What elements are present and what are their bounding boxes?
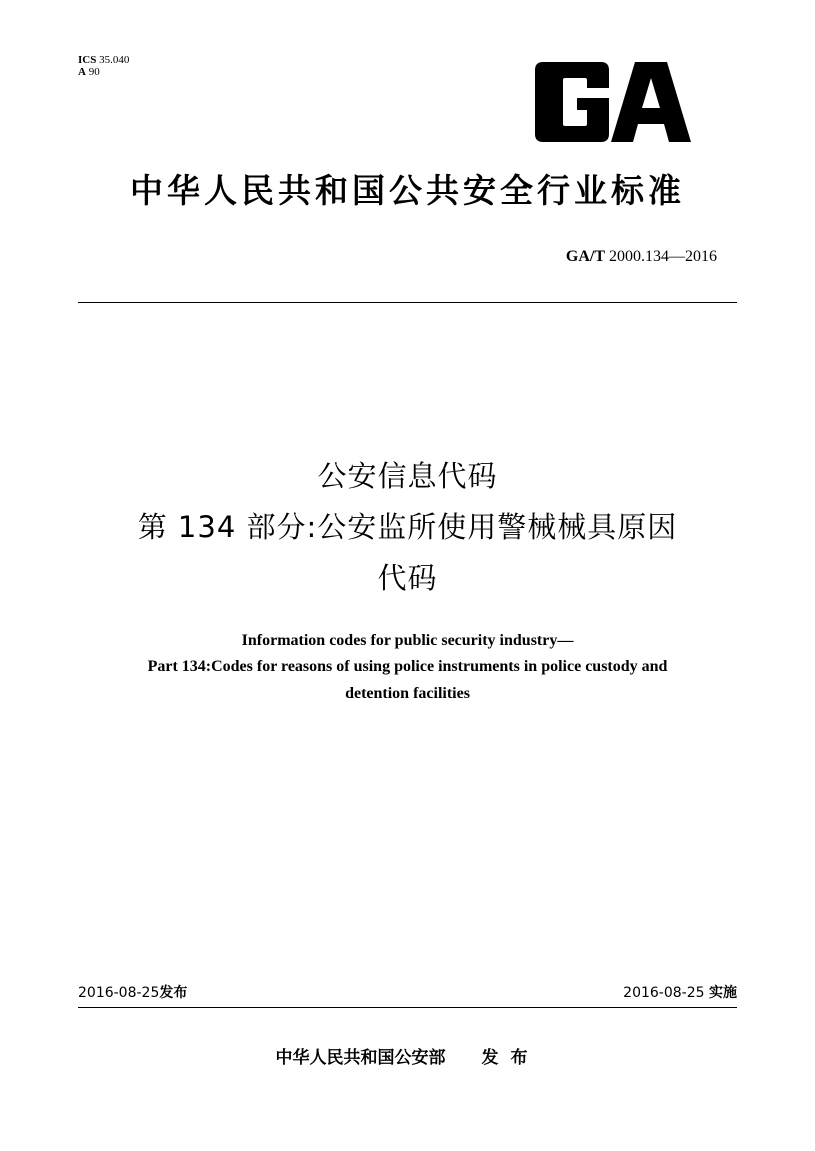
standard-category-title: 中华人民共和国公共安全行业标准 bbox=[130, 171, 685, 210]
title-en-line3: detention facilities bbox=[345, 685, 470, 702]
ccs-label: A bbox=[78, 66, 86, 78]
ccs-line bbox=[78, 66, 129, 78]
issuer-line bbox=[0, 1046, 815, 1070]
implement-date-value: 2016-08-25 bbox=[623, 985, 705, 1001]
issuer-action: 发布 bbox=[481, 1048, 540, 1068]
standard-number-value: 2000.134—2016 bbox=[609, 248, 717, 265]
implement-date-label: 实施 bbox=[709, 985, 737, 1001]
ics-line bbox=[78, 54, 129, 66]
top-divider bbox=[78, 302, 737, 303]
classification-codes bbox=[78, 54, 129, 78]
ccs-value: 90 bbox=[88, 66, 100, 78]
standard-number-prefix: GA/T bbox=[565, 248, 605, 265]
issuer-name: 中华人民共和国公安部 bbox=[275, 1048, 446, 1068]
title-en-line1: Information codes for public security industry— bbox=[241, 632, 574, 649]
ics-value: 35.040 bbox=[99, 54, 130, 66]
implement-date bbox=[623, 983, 737, 1003]
publish-date-value: 2016-08-25 bbox=[78, 985, 160, 1001]
bottom-divider bbox=[78, 1007, 737, 1008]
publish-date bbox=[78, 983, 187, 1003]
publish-date-label: 发布 bbox=[159, 985, 188, 1001]
title-en-line2: Part 134:Codes for reasons of using police instruments in police custody and bbox=[147, 658, 668, 675]
title-cn-line3: 代码 bbox=[377, 561, 438, 595]
ics-label: ICS bbox=[78, 54, 97, 66]
ga-logo bbox=[535, 62, 691, 142]
standard-number bbox=[566, 247, 717, 267]
title-cn-line2: 第 134 部分:公安监所使用警械械具原因 bbox=[137, 510, 678, 544]
ga-logo-graphic bbox=[535, 62, 691, 142]
title-cn-line1: 公安信息代码 bbox=[317, 459, 498, 493]
